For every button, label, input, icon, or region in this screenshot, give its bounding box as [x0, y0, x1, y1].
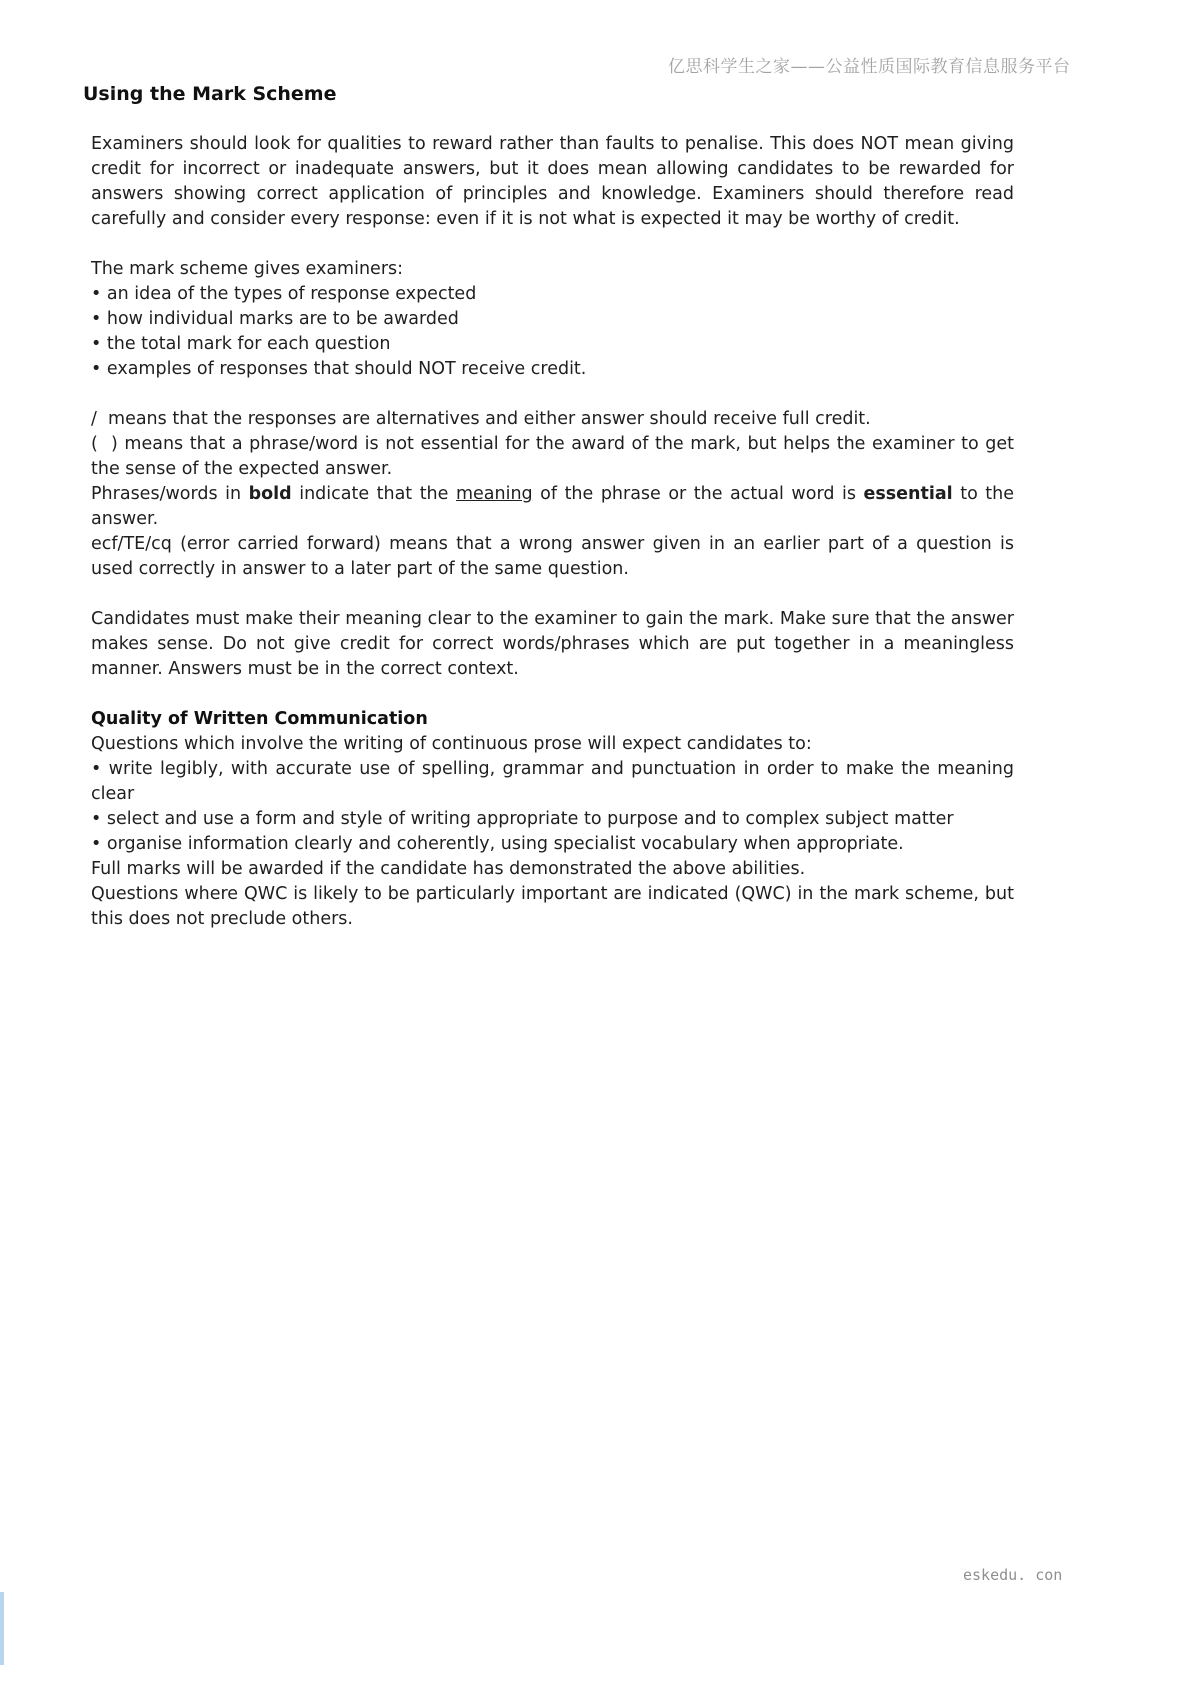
list-item: • the total mark for each question [91, 334, 391, 354]
intro-paragraph: Examiners should look for qualities to reward rather than faults to penalise. This does NOT mean giving credit for incorrect or inadequate answers, but it does mean allowing candidates to be rewarded for answers showing correct application of principles and knowledge. Examiners should therefore read carefully and consider every response: even if it is not what is expected it may be worthy of credit. [91, 134, 1014, 229]
qwc-note: Questions where QWC is likely to be particularly important are indicated (QWC) in the mark scheme, but this does not preclude others. [91, 884, 1014, 929]
qwc-section [91, 707, 1014, 932]
document-content [83, 83, 1015, 932]
bold-rule-essential-word: essential [863, 484, 953, 504]
left-edge-artifact [0, 1592, 4, 1665]
brackets-rule: ( ) means that a phrase/word is not essential for the award of the mark, but helps the examiner to get the sense of the expected answer. [91, 434, 1014, 479]
bold-rule-text: Phrases/words in [91, 484, 249, 504]
bold-rule [91, 482, 1014, 532]
candidates-paragraph: Candidates must make their meaning clear to the examiner to gain the mark. Make sure that the answer makes sense. Do not give credit for correct words/phrases which are put together in a meaningless manner. Answers must be in the correct context. [91, 609, 1014, 679]
list-item: • an idea of the types of response expected [91, 284, 477, 304]
spacer [91, 232, 1014, 257]
bold-rule-text: to the answer. [91, 484, 1015, 529]
list-item: • examples of responses that should NOT receive credit. [91, 359, 587, 379]
list-lead: The mark scheme gives examiners: [91, 259, 404, 279]
qwc-bullet: • write legibly, with accurate use of spelling, grammar and punctuation in order to make the meaning clear [91, 759, 1014, 804]
bold-rule-bold-word: bold [248, 484, 292, 504]
ecf-rule: ecf/TE/cq (error carried forward) means that a wrong answer given in an earlier part of a question is used correctly in answer to a later part of the same question. [91, 534, 1014, 579]
qwc-lead: Questions which involve the writing of continuous prose will expect candidates to: [91, 734, 812, 754]
qwc-bullet: • organise information clearly and coherently, using specialist vocabulary when appropriate. [91, 834, 904, 854]
qwc-full-marks: Full marks will be awarded if the candidate has demonstrated the above abilities. [91, 859, 806, 879]
watermark-text: 亿思科学生之家——公益性质国际教育信息服务平台 [668, 57, 1071, 77]
bold-rule-text: of the phrase or the actual word is [532, 484, 864, 504]
spacer [91, 582, 1014, 607]
qwc-bullet: • select and use a form and style of writing appropriate to purpose and to complex subject matter [91, 809, 954, 829]
notation-rules [91, 407, 1014, 582]
footer-text: eskedu. con [963, 1566, 1063, 1584]
mark-scheme-list [91, 257, 1014, 382]
spacer [91, 682, 1014, 707]
qwc-section-title: Quality of Written Communication [91, 709, 428, 729]
list-item: • how individual marks are to be awarded [91, 309, 459, 329]
slash-rule: / means that the responses are alternatives and either answer should receive full credit. [91, 409, 871, 429]
spacer [91, 382, 1014, 407]
bold-rule-underlined-word: meaning [455, 484, 533, 504]
page-title: Using the Mark Scheme [83, 83, 337, 105]
bold-rule-text: indicate that the [291, 484, 456, 504]
